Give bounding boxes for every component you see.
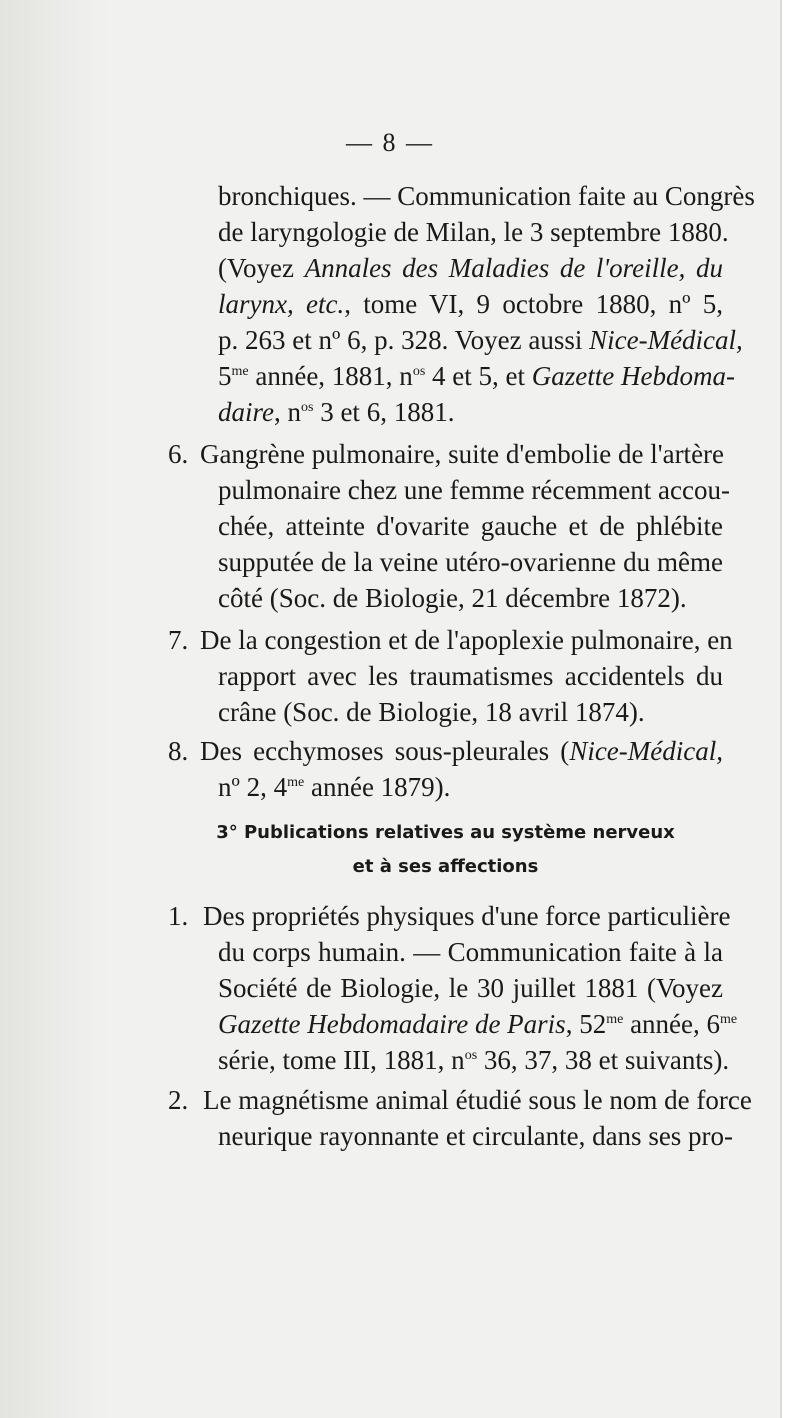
- item-number: 7.: [168, 625, 189, 655]
- item-number: 8.: [168, 736, 189, 766]
- text-line: supputée de la veine utéro-ovarienne du même: [218, 547, 723, 577]
- show-through-shadow: [0, 0, 110, 1418]
- text-line: p. 263 et nº 6, p. 328. Voyez aussi Nice-Médical,: [218, 325, 743, 355]
- text-line: pulmonaire chez une femme récemment accou-: [218, 475, 730, 505]
- text-line: de laryngologie de Milan, le 3 septembre 1880.: [218, 217, 729, 247]
- text-line: crâne (Soc. de Biologie, 18 avril 1874).: [218, 697, 645, 727]
- page-number: — 8 —: [346, 128, 434, 157]
- text-line: Société de Biologie, le 30 juillet 1881 (Voyez: [218, 973, 723, 1003]
- text-line: série, tome III, 1881, $n^{os}$ 36, 37, 38 et suivants).: [218, 1045, 730, 1075]
- text-line: De la congestion et de l'apoplexie pulmonaire, en: [200, 625, 733, 655]
- text-line: rapport avec les traumatismes accidentels du: [218, 661, 723, 691]
- text-line: du corps humain. — Communication faite à la: [218, 937, 723, 967]
- text-line: bronchiques. — Communication faite au Congrès: [218, 181, 755, 211]
- text-line: Gangrène pulmonaire, suite d'embolie de l'artère: [200, 439, 725, 469]
- item-number: 1.: [168, 901, 189, 931]
- text-line: côté (Soc. de Biologie, 21 décembre 1872).: [218, 583, 687, 613]
- text-line: $5^{me}$ année, 1881, $n^{os}$ 4 et 5, et Gazette Hebdoma-: [218, 361, 735, 391]
- text-line: Le magnétisme animal étudié sous le nom de force: [203, 1085, 752, 1115]
- text-line: Des ecchymoses sous-pleurales (Nice-Médical,: [200, 736, 723, 766]
- text-line: daire, $n^{os}$ 3 et 6, 1881.: [218, 397, 455, 427]
- text-line: (Voyez Annales des Maladies de l'oreille, du: [218, 253, 723, 283]
- item-number: 2.: [168, 1085, 189, 1115]
- item-number: 6.: [168, 439, 189, 469]
- text-line: Gazette Hebdomadaire de Paris, $52^{me}$ année, $6^{me}$: [218, 1009, 738, 1039]
- text-line: chée, atteinte d'ovarite gauche et de phlébite: [218, 511, 723, 541]
- text-line: nº 2, $4^{me}$ année 1879).: [218, 772, 451, 802]
- text-line: larynx, etc., tome VI, 9 octobre 1880, nº 5,: [218, 289, 723, 319]
- text-line: Des propriétés physiques d'une force particulière: [203, 901, 731, 931]
- text-line: neurique rayonnante et circulante, dans ses pro-: [218, 1121, 734, 1151]
- section-heading: 3° Publications relatives au système nerveux: [216, 822, 675, 843]
- section-heading: et à ses affections: [352, 856, 539, 877]
